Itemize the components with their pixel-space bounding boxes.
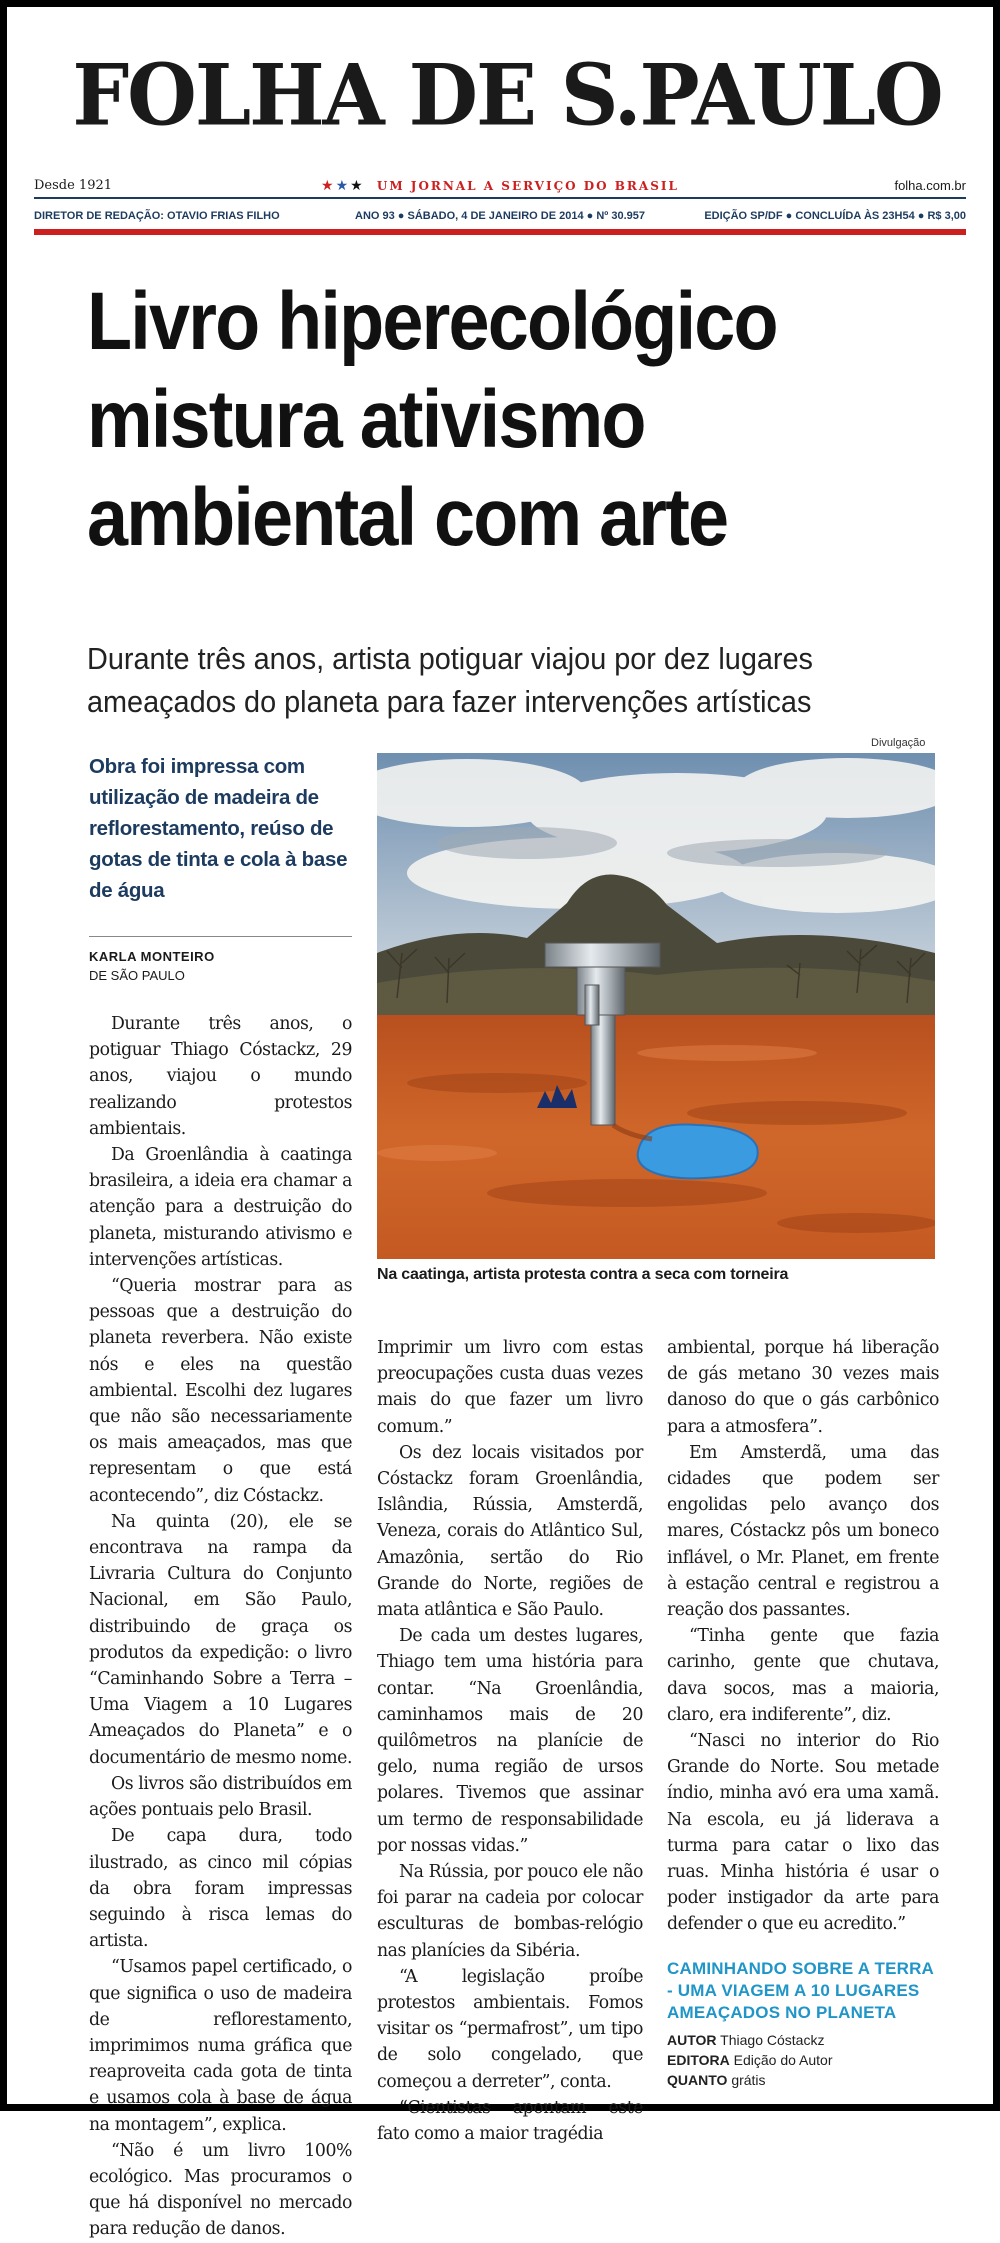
factbox-row [667, 2050, 939, 2070]
slogan-group [34, 175, 966, 198]
column-1 [89, 751, 352, 2243]
factbox-key: EDITORA [667, 2051, 730, 2068]
factbox-title: CAMINHANDO SOBRE A TERRA - UMA VIAGEM A 10 LUGARES AMEAÇADOS NO PLANETA [667, 1958, 934, 2022]
paragraph: De capa dura, todo ilustrado, as cinco mil cópias da obra foram impressas seguindo à risca lemas do artista. [89, 1826, 352, 1952]
headline [87, 273, 861, 567]
paragraph: Durante três anos, o potiguar Thiago Cóstackz, 29 anos, viajou o mundo realizando protestos ambientais. [89, 1014, 352, 1139]
paragraph: “A legislação proíbe protestos ambientais. Fomos visitar os “permafrost”, um tipo de solo congelado, que começou a derreter”, conta. [377, 1966, 643, 2092]
edition-info: EDIÇÃO SP/DF ● CONCLUÍDA ÀS 23H54 ● R$ 3,00 [704, 210, 966, 222]
paragraph: Imprimir um livro com estas preocupações custa duas vezes mais do que fazer um livro comum.” [377, 1338, 643, 1437]
red-divider [34, 229, 966, 235]
since-label: Desde 1921 [34, 178, 113, 193]
byline [89, 936, 352, 983]
origin: DE SÃO PAULO [89, 968, 185, 983]
factbox-row [667, 2070, 939, 2090]
body-text-col3 [667, 1335, 939, 1938]
factbox [667, 1958, 939, 2090]
body-text-col1 [89, 1011, 352, 2243]
director-label: DIRETOR DE REDAÇÃO: OTAVIO FRIAS FILHO [34, 210, 280, 222]
author: KARLA MONTEIRO [89, 949, 215, 964]
paragraph: “Usamos papel certificado, o que significa o uso de madeira de reflorestamento, imprimimos numa gráfica que reaproveita cada gota de tinta e usamos cola à base de água na montagem”, explica. [89, 1957, 352, 2135]
paragraph: De cada um destes lugares, Thiago tem uma história para contar. “Na Groenlândia, caminhamos mais de 20 quilômetros na planície de gelo, numa região de ursos polares. Tivemos que assinar um termo de responsabilidade por nossas vidas.” [377, 1626, 643, 1856]
summary: Obra foi impressa com utilização de madeira de reflorestamento, reúso de gotas de tinta e cola à base de água [89, 755, 348, 902]
paragraph: Da Groenlândia à caatinga brasileira, a ideia era chamar a atenção para a destruição do planeta, misturando ativismo e intervenções artísticas. [89, 1145, 352, 1270]
slogan: UM JORNAL A SERVIÇO DO BRASIL [376, 179, 679, 193]
paragraph: Na quinta (20), ele se encontrava na rampa da Livraria Cultura do Conjunto Nacional, em São Paulo, distribuindo de graça os produtos da expedição: o livro “Caminhando Sobre a Terra – Uma Viagem a 10 Lugares Ameaçados do Planeta” e o documentário de mesmo nome. [89, 1511, 352, 1768]
paragraph: “Nasci no interior do Rio Grande do Norte. Sou metade índio, minha avó era uma xamã. Na escola, eu já liderava a turma para catar o lixo das ruas. Minha história é usar o poder instigador da arte para defender o que eu acredito.” [667, 1731, 939, 1935]
paragraph: “Tinha gente que fazia carinho, gente que chutava, dava socos, mas a maioria, claro, era indiferente”, diz. [667, 1626, 939, 1725]
paragraph: Em Amsterdã, uma das cidades que podem ser engolidas pelo avanço dos mares, Cóstackz pôs um boneco inflável, o Mr. Planet, em frente à estação central e registrou a reação dos passantes. [667, 1442, 939, 1621]
body-text-col2 [377, 1335, 643, 2147]
column-3 [667, 1335, 939, 2090]
column-2 [377, 1335, 643, 2147]
site-link[interactable]: folha.com.br [894, 178, 966, 193]
photo-caption: Na caatinga, artista protesta contra a seca com torneira [377, 1266, 789, 1283]
paragraph: “Queria mostrar para as pessoas que a destruição do planeta reverbera. Não existe nós e eles na questão ambiental. Escolhi dez lugares que não são necessariamente os mais ameaçados, mas que representam o que está acontecendo”, diz Cóstackz. [89, 1276, 352, 1506]
paragraph: “Não é um livro 100% ecológico. Mas procuramos o que há disponível no mercado para redução de danos. [89, 2140, 352, 2240]
paragraph: ambiental, porque há liberação de gás metano 30 vezes mais danoso do que o gás carbônico para a atmosfera”. [667, 1338, 939, 1437]
masthead-strip [34, 175, 966, 199]
factbox-value: Edição do Autor [733, 2051, 833, 2068]
factbox-value: grátis [731, 2071, 766, 2088]
factbox-key: AUTOR [667, 2031, 717, 2048]
factbox-value: Thiago Cóstackz [720, 2031, 825, 2048]
photo-credit: Divulgação [871, 737, 926, 749]
headline-line: Livro hiperecológico [87, 276, 777, 367]
article-photo [377, 753, 935, 1259]
deck: Durante três anos, artista potiguar viajou por dez lugares ameaçados do planeta para fazer intervenções artísticas [87, 641, 813, 719]
masthead-title: FOLHA DE S.PAULO [72, 45, 942, 145]
factbox-row [667, 2030, 939, 2050]
issue-info: ANO 93 ● SÁBADO, 4 DE JANEIRO DE 2014 ● Nº 30.957 [355, 210, 645, 222]
headline-line: mistura ativismo [87, 374, 645, 465]
issue-strip [34, 207, 966, 225]
paragraph: Os livros são distribuídos em ações pontuais pelo Brasil. [89, 1773, 352, 1821]
paragraph: “Cientistas apontam este fato como a maior tragédia [377, 2097, 643, 2145]
factbox-key: QUANTO [667, 2071, 728, 2088]
paragraph: Na Rússia, por pouco ele não foi parar na cadeia por colocar esculturas de bombas-relógio nas planícies da Sibéria. [377, 1862, 643, 1961]
paragraph: Os dez locais visitados por Cóstackz foram Groenlândia, Islândia, Rússia, Amsterdã, Veneza, corais do Atlântico Sul, Amazônia, sertão do Rio Grande do Norte, regiões de mata atlântica e São Paulo. [377, 1442, 643, 1621]
stars-icon: ★★★ [321, 178, 365, 194]
headline-line: ambiental com arte [87, 472, 728, 563]
